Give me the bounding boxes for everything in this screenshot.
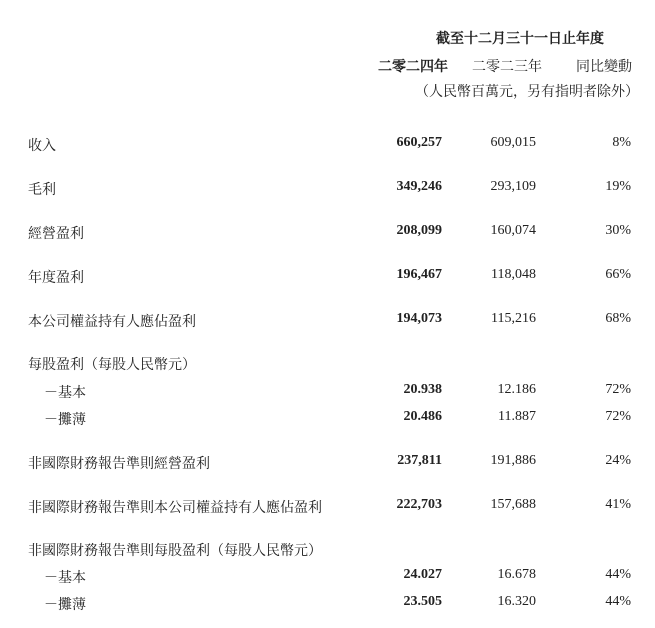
value-2023: 160,074 <box>490 223 536 238</box>
row-non-ifrs-eps-heading <box>0 540 655 560</box>
value-2023: 11.887 <box>498 409 536 424</box>
row-label: －攤薄 <box>44 597 86 613</box>
row-revenue <box>0 135 655 155</box>
value-2024: 222,703 <box>396 497 442 512</box>
value-2024: 196,467 <box>396 267 442 282</box>
value-2024: 194,073 <box>396 311 442 326</box>
row-label: 本公司權益持有人應佔盈利 <box>28 314 196 330</box>
value-2024: 20.486 <box>403 409 442 424</box>
value-2024: 237,811 <box>397 453 442 468</box>
row-profit-for-year <box>0 267 655 287</box>
row-label: 非國際財務報告準則每股盈利（每股人民幣元） <box>28 543 322 559</box>
value-2024: 208,099 <box>396 223 442 238</box>
row-label: 年度盈利 <box>28 270 84 286</box>
value-change: 41% <box>605 497 631 512</box>
value-2023: 118,048 <box>491 267 536 282</box>
row-non-ifrs-eps-basic <box>0 567 655 587</box>
period-header: 截至十二月三十一日止年度 <box>436 31 604 47</box>
column-header-change: 同比變動 <box>576 59 632 75</box>
row-label: －攤薄 <box>44 412 86 428</box>
row-label: －基本 <box>44 385 86 401</box>
value-change: 44% <box>605 594 631 609</box>
value-2024: 660,257 <box>396 135 442 150</box>
row-operating-profit <box>0 223 655 243</box>
row-gross-profit <box>0 179 655 199</box>
unit-note: （人民幣百萬元，另有指明者除外） <box>415 84 639 100</box>
row-label: 毛利 <box>28 182 56 198</box>
value-change: 72% <box>605 382 631 397</box>
value-2023: 115,216 <box>491 311 536 326</box>
value-2024: 23.505 <box>403 594 442 609</box>
value-change: 30% <box>605 223 631 238</box>
row-profit-attributable <box>0 311 655 331</box>
value-2024: 20.938 <box>403 382 442 397</box>
column-header-2023: 二零二三年 <box>472 59 542 75</box>
value-2023: 293,109 <box>490 179 536 194</box>
row-eps-heading <box>0 354 655 374</box>
value-2023: 16.678 <box>497 567 536 582</box>
row-eps-basic <box>0 382 655 402</box>
row-label: 非國際財務報告準則本公司權益持有人應佔盈利 <box>28 500 322 516</box>
value-change: 8% <box>612 135 631 150</box>
row-label: 每股盈利（每股人民幣元） <box>28 357 196 373</box>
value-2024: 24.027 <box>403 567 442 582</box>
value-2024: 349,246 <box>396 179 442 194</box>
row-label: 非國際財務報告準則經營盈利 <box>28 456 210 472</box>
row-label: 經營盈利 <box>28 226 84 242</box>
value-change: 24% <box>605 453 631 468</box>
value-2023: 157,688 <box>490 497 536 512</box>
column-header-2024: 二零二四年 <box>378 59 448 75</box>
value-change: 72% <box>605 409 631 424</box>
row-eps-diluted <box>0 409 655 429</box>
row-non-ifrs-eps-diluted <box>0 594 655 614</box>
value-2023: 12.186 <box>497 382 536 397</box>
value-change: 66% <box>605 267 631 282</box>
value-2023: 16.320 <box>497 594 536 609</box>
value-change: 44% <box>605 567 631 582</box>
value-change: 68% <box>605 311 631 326</box>
value-2023: 609,015 <box>490 135 536 150</box>
row-non-ifrs-profit-attributable <box>0 497 655 517</box>
row-label: 收入 <box>28 138 56 154</box>
row-non-ifrs-operating-profit <box>0 453 655 473</box>
value-change: 19% <box>605 179 631 194</box>
value-2023: 191,886 <box>490 453 536 468</box>
row-label: －基本 <box>44 570 86 586</box>
